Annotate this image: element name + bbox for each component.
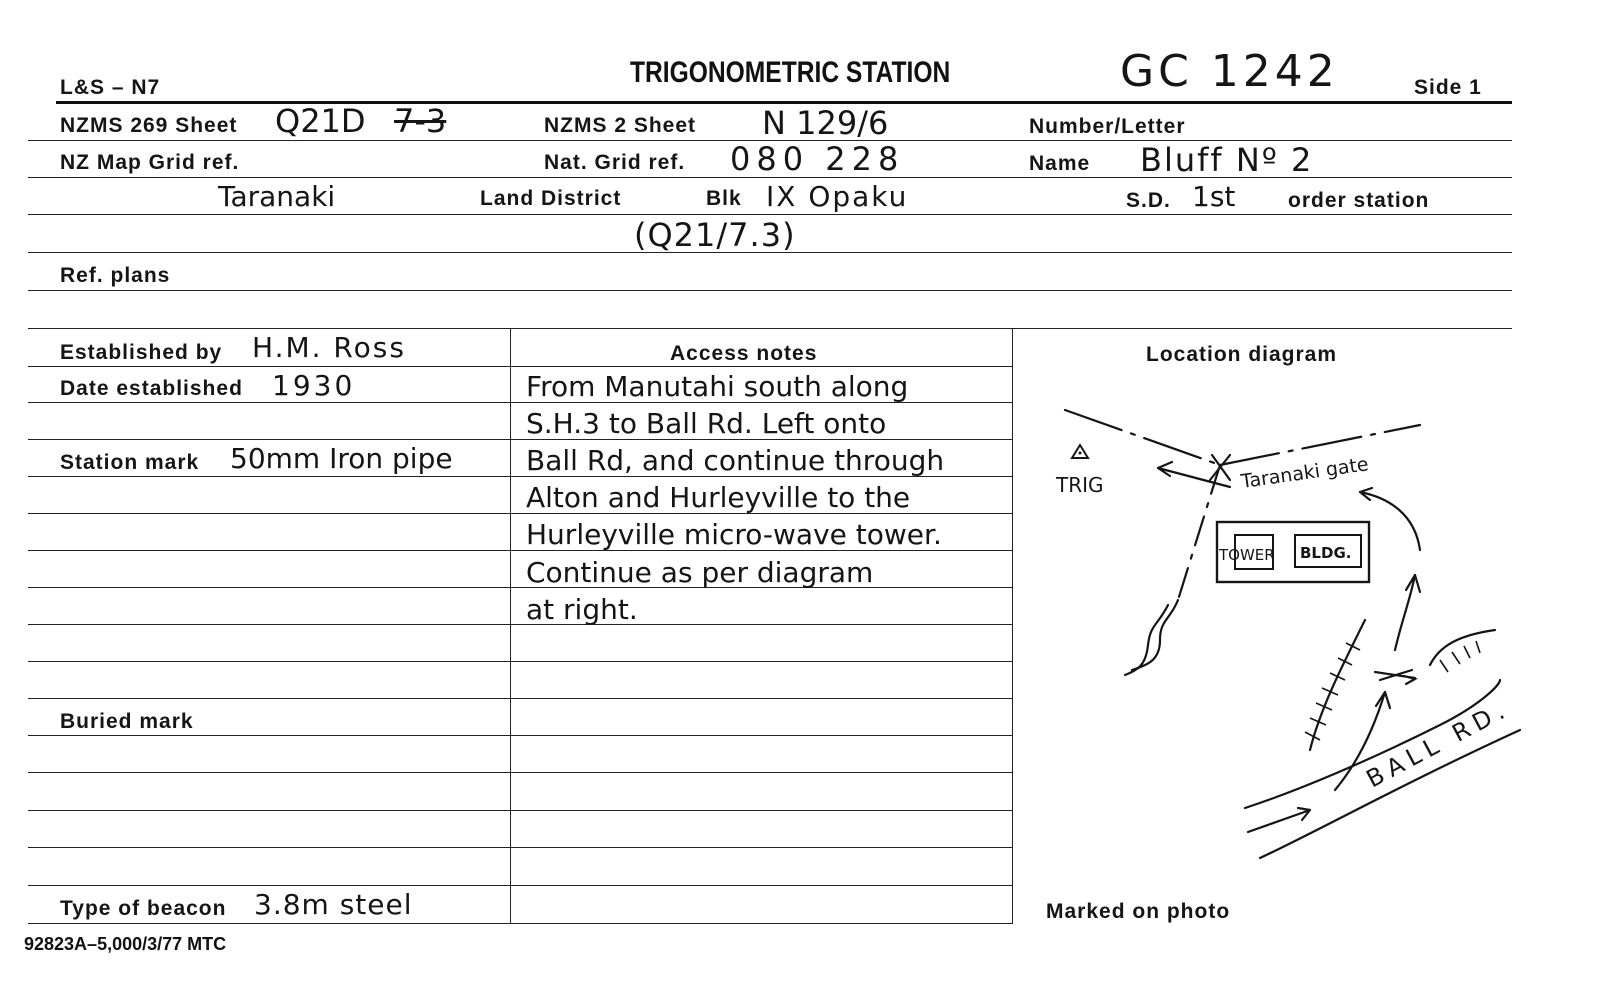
- table-rule: [28, 735, 1012, 736]
- table-rule: [28, 923, 1012, 924]
- gate-label: Taranaki gate: [1239, 453, 1370, 493]
- nzms269-struck-value: 7-3: [394, 102, 447, 140]
- nat-grid-value: 080 228: [730, 140, 905, 178]
- name-label: Name: [1029, 152, 1091, 175]
- established-by-value: H.M. Ross: [252, 331, 406, 364]
- track-line: [1132, 600, 1178, 670]
- bank-line: [1310, 620, 1365, 750]
- station-code: GC 1242: [1120, 46, 1339, 97]
- beacon-type-value: 3.8m steel: [254, 888, 413, 921]
- table-rule: [28, 661, 1012, 662]
- date-established-value: 1930: [272, 369, 356, 402]
- nzms2-value: N 129/6: [762, 104, 889, 142]
- marked-on-photo-label: Marked on photo: [1046, 900, 1231, 923]
- arrow-up: [1395, 575, 1415, 650]
- nzms269-label: NZMS 269 Sheet: [60, 114, 238, 137]
- sd-value: 1st: [1192, 180, 1236, 213]
- sd-label: S.D.: [1126, 189, 1171, 212]
- beacon-type-label: Type of beacon: [60, 897, 227, 920]
- nzms269-value: Q21D: [275, 102, 366, 140]
- side-label: Side 1: [1414, 76, 1482, 99]
- table-rule: [28, 624, 1012, 625]
- table-rule: [28, 698, 1012, 699]
- print-code: 92823A–5,000/3/77 MTC: [24, 934, 227, 954]
- location-diagram-heading: Location diagram: [1146, 343, 1338, 366]
- nzms2-label: NZMS 2 Sheet: [544, 114, 697, 137]
- access-notes-heading: Access notes: [670, 342, 818, 365]
- table-rule: [28, 810, 1012, 811]
- fence-line: [1178, 465, 1220, 600]
- buried-mark-label: Buried mark: [60, 710, 194, 733]
- land-district-label: Land District: [480, 187, 622, 210]
- blk-label: Blk: [706, 187, 742, 210]
- column-divider: [510, 328, 511, 924]
- access-note-line: at right.: [526, 593, 638, 626]
- row-rule: [28, 290, 1512, 291]
- blk-value: IX Opaku: [766, 180, 909, 213]
- row-rule: [28, 177, 1512, 178]
- access-note-line: Continue as per diagram: [526, 556, 874, 589]
- road-label: BALL RD.: [1361, 694, 1515, 794]
- access-note-line: Alton and Hurleyville to the: [526, 481, 911, 514]
- trig-label: TRIG: [1056, 473, 1104, 497]
- column-divider: [1012, 328, 1013, 924]
- access-note-line: Ball Rd, and continue through: [526, 444, 945, 477]
- station-mark-value: 50mm Iron pipe: [230, 442, 453, 475]
- order-label: order station: [1288, 189, 1430, 212]
- date-established-label: Date established: [60, 377, 243, 400]
- table-rule: [28, 772, 1012, 773]
- established-by-label: Established by: [60, 341, 223, 364]
- access-note-line: Hurleyville micro-wave tower.: [526, 518, 942, 551]
- map-grid-label: NZ Map Grid ref.: [60, 151, 240, 174]
- row-rule: [28, 252, 1512, 253]
- row-rule: [28, 214, 1512, 215]
- trig-point-icon: [1079, 452, 1082, 455]
- page-title: TRIGONOMETRIC STATION: [630, 56, 951, 89]
- extra-ref-value: (Q21/7.3): [634, 216, 796, 254]
- bank-line: [1430, 630, 1495, 665]
- location-diagram: [1020, 380, 1540, 900]
- access-note-line: From Manutahi south along: [526, 370, 909, 403]
- row-rule: [28, 328, 1512, 329]
- building-label: BLDG.: [1300, 544, 1352, 562]
- gate-mark: [1210, 455, 1230, 480]
- nat-grid-label: Nat. Grid ref.: [544, 151, 686, 174]
- road-arrow: [1248, 810, 1310, 832]
- tower-label: TOWER: [1219, 546, 1275, 564]
- form-code: L&S – N7: [60, 76, 161, 99]
- ref-plans-label: Ref. plans: [60, 264, 171, 287]
- name-value: Bluff Nº 2: [1140, 141, 1314, 179]
- number-letter-label: Number/Letter: [1029, 115, 1186, 138]
- access-note-line: S.H.3 to Ball Rd. Left onto: [526, 407, 887, 440]
- station-mark-label: Station mark: [60, 451, 200, 474]
- table-rule: [28, 885, 1012, 886]
- land-district-value: Taranaki: [218, 180, 336, 213]
- table-rule: [28, 847, 1012, 848]
- table-rule: [28, 366, 1012, 367]
